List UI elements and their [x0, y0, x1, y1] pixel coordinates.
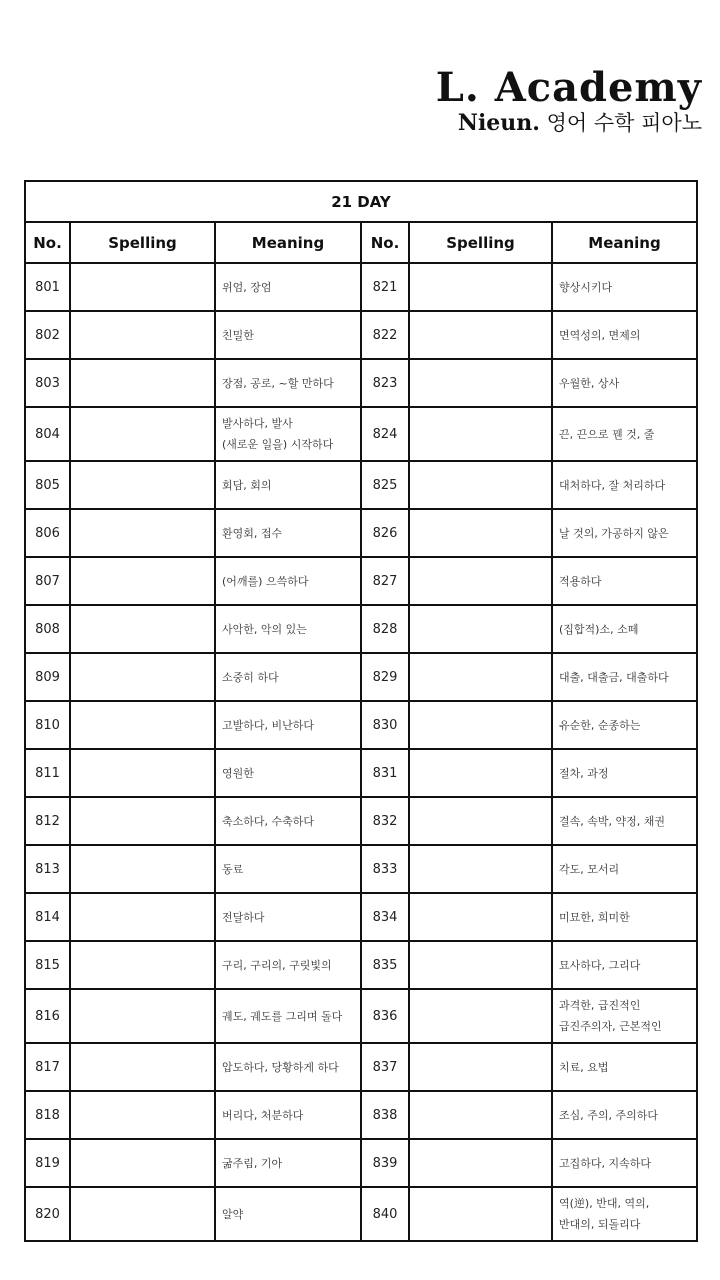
word-number-right: 830 [361, 701, 409, 749]
table-row [25, 845, 697, 893]
header-no-right: No. [361, 222, 409, 263]
spelling-input-left[interactable] [70, 461, 215, 509]
word-meaning-right: 결속, 속박, 약정, 채권 [552, 797, 697, 845]
spelling-input-left[interactable] [70, 1043, 215, 1091]
brand-subtitle-en: Nieun. [457, 110, 540, 136]
spelling-input-left[interactable] [70, 1139, 215, 1187]
spelling-input-right[interactable] [409, 701, 552, 749]
table-row [25, 461, 697, 509]
spelling-input-right[interactable] [409, 605, 552, 653]
brand-subtitle [436, 110, 702, 136]
table-row [25, 701, 697, 749]
spelling-input-right[interactable] [409, 797, 552, 845]
spelling-input-right[interactable] [409, 1187, 552, 1241]
word-number-right: 834 [361, 893, 409, 941]
table-row [25, 1043, 697, 1091]
brand-logo [436, 66, 702, 136]
table-row [25, 1091, 697, 1139]
spelling-input-right[interactable] [409, 557, 552, 605]
word-meaning-right: 조심, 주의, 주의하다 [552, 1091, 697, 1139]
word-meaning-right: 과격한, 급진적인 급진주의자, 근본적인 [552, 989, 697, 1043]
word-meaning-left: 친밀한 [215, 311, 361, 359]
spelling-input-left[interactable] [70, 941, 215, 989]
word-number-right: 836 [361, 989, 409, 1043]
word-number-left: 819 [25, 1139, 70, 1187]
word-number-left: 801 [25, 263, 70, 311]
word-meaning-left: 굶주림, 기아 [215, 1139, 361, 1187]
word-number-right: 837 [361, 1043, 409, 1091]
word-number-right: 821 [361, 263, 409, 311]
word-meaning-left: 위엄, 장엄 [215, 263, 361, 311]
word-meaning-left: 축소하다, 수축하다 [215, 797, 361, 845]
word-meaning-right: 면역성의, 면제의 [552, 311, 697, 359]
word-number-right: 828 [361, 605, 409, 653]
spelling-input-left[interactable] [70, 701, 215, 749]
word-number-left: 820 [25, 1187, 70, 1241]
word-meaning-right: 역(逆), 반대, 역의, 반대의, 되돌리다 [552, 1187, 697, 1241]
word-meaning-left: 구리, 구리의, 구릿빛의 [215, 941, 361, 989]
spelling-input-left[interactable] [70, 653, 215, 701]
spelling-input-right[interactable] [409, 941, 552, 989]
word-number-right: 838 [361, 1091, 409, 1139]
word-meaning-right: 향상시키다 [552, 263, 697, 311]
word-meaning-right: (집합적)소, 소떼 [552, 605, 697, 653]
word-meaning-right: 끈, 끈으로 꿴 것, 줄 [552, 407, 697, 461]
spelling-input-right[interactable] [409, 263, 552, 311]
spelling-input-right[interactable] [409, 989, 552, 1043]
word-meaning-right: 날 것의, 가공하지 않은 [552, 509, 697, 557]
word-number-right: 832 [361, 797, 409, 845]
word-meaning-right: 치료, 요법 [552, 1043, 697, 1091]
spelling-input-right[interactable] [409, 653, 552, 701]
spelling-input-right[interactable] [409, 845, 552, 893]
spelling-input-right[interactable] [409, 461, 552, 509]
word-meaning-right: 미묘한, 희미한 [552, 893, 697, 941]
header-no-left: No. [25, 222, 70, 263]
word-number-left: 803 [25, 359, 70, 407]
word-meaning-left: 영원한 [215, 749, 361, 797]
word-meaning-left: 궤도, 궤도를 그리며 돌다 [215, 989, 361, 1043]
word-number-left: 808 [25, 605, 70, 653]
spelling-input-right[interactable] [409, 749, 552, 797]
vocab-table [24, 180, 698, 1242]
word-number-left: 817 [25, 1043, 70, 1091]
spelling-input-left[interactable] [70, 557, 215, 605]
brand-subtitle-ko: 영어 수학 피아노 [546, 111, 702, 135]
word-number-left: 805 [25, 461, 70, 509]
word-number-right: 839 [361, 1139, 409, 1187]
table-row [25, 941, 697, 989]
word-meaning-left: 전달하다 [215, 893, 361, 941]
spelling-input-right[interactable] [409, 407, 552, 461]
word-number-left: 804 [25, 407, 70, 461]
spelling-input-right[interactable] [409, 311, 552, 359]
word-meaning-right: 유순한, 순종하는 [552, 701, 697, 749]
word-meaning-right: 대처하다, 잘 처리하다 [552, 461, 697, 509]
word-meaning-right: 대출, 대출금, 대출하다 [552, 653, 697, 701]
word-number-left: 816 [25, 989, 70, 1043]
table-row [25, 407, 697, 461]
word-number-right: 835 [361, 941, 409, 989]
word-meaning-left: 발사하다, 발사 (새로운 일을) 시작하다 [215, 407, 361, 461]
spelling-input-right[interactable] [409, 1139, 552, 1187]
word-meaning-right: 고집하다, 지속하다 [552, 1139, 697, 1187]
spelling-input-left[interactable] [70, 509, 215, 557]
spelling-input-left[interactable] [70, 359, 215, 407]
word-meaning-right: 각도, 모서리 [552, 845, 697, 893]
word-number-right: 840 [361, 1187, 409, 1241]
day-title: 21 DAY [25, 181, 697, 222]
table-row [25, 605, 697, 653]
word-meaning-right: 적용하다 [552, 557, 697, 605]
word-number-right: 831 [361, 749, 409, 797]
header-meaning-left: Meaning [215, 222, 361, 263]
header-row [25, 222, 697, 263]
word-number-left: 802 [25, 311, 70, 359]
word-number-left: 812 [25, 797, 70, 845]
table-row [25, 1139, 697, 1187]
table-row [25, 893, 697, 941]
word-meaning-left: 버리다, 처분하다 [215, 1091, 361, 1139]
spelling-input-left[interactable] [70, 605, 215, 653]
word-meaning-left: 알약 [215, 1187, 361, 1241]
table-row [25, 989, 697, 1043]
word-number-left: 810 [25, 701, 70, 749]
word-meaning-left: 동료 [215, 845, 361, 893]
word-meaning-left: 고발하다, 비난하다 [215, 701, 361, 749]
spelling-input-left[interactable] [70, 893, 215, 941]
spelling-input-left[interactable] [70, 407, 215, 461]
word-number-right: 827 [361, 557, 409, 605]
word-meaning-left: (어깨를) 으쓱하다 [215, 557, 361, 605]
word-number-left: 813 [25, 845, 70, 893]
table-row [25, 359, 697, 407]
word-meaning-right: 절차, 과정 [552, 749, 697, 797]
word-meaning-right: 우월한, 상사 [552, 359, 697, 407]
table-row [25, 749, 697, 797]
table-row [25, 509, 697, 557]
spelling-input-right[interactable] [409, 359, 552, 407]
table-row [25, 653, 697, 701]
word-number-left: 815 [25, 941, 70, 989]
spelling-input-right[interactable] [409, 1043, 552, 1091]
brand-title: L. Academy [435, 64, 702, 111]
word-number-left: 809 [25, 653, 70, 701]
spelling-input-right[interactable] [409, 893, 552, 941]
word-number-right: 825 [361, 461, 409, 509]
table-row [25, 1187, 697, 1241]
spelling-input-left[interactable] [70, 311, 215, 359]
spelling-input-left[interactable] [70, 989, 215, 1043]
spelling-input-left[interactable] [70, 263, 215, 311]
word-number-right: 822 [361, 311, 409, 359]
header-meaning-right: Meaning [552, 222, 697, 263]
word-meaning-left: 사악한, 악의 있는 [215, 605, 361, 653]
spelling-input-left[interactable] [70, 749, 215, 797]
spelling-input-right[interactable] [409, 1091, 552, 1139]
header-spelling-left: Spelling [70, 222, 215, 263]
word-number-right: 829 [361, 653, 409, 701]
word-meaning-right: 묘사하다, 그리다 [552, 941, 697, 989]
spelling-input-left[interactable] [70, 1187, 215, 1241]
table-row [25, 311, 697, 359]
spelling-input-left[interactable] [70, 845, 215, 893]
table-row [25, 797, 697, 845]
word-number-right: 833 [361, 845, 409, 893]
word-meaning-left: 압도하다, 당황하게 하다 [215, 1043, 361, 1091]
word-number-left: 814 [25, 893, 70, 941]
word-meaning-left: 장점, 공로, ~할 만하다 [215, 359, 361, 407]
spelling-input-right[interactable] [409, 509, 552, 557]
word-number-left: 807 [25, 557, 70, 605]
word-meaning-left: 소중히 하다 [215, 653, 361, 701]
word-number-right: 826 [361, 509, 409, 557]
table-row [25, 263, 697, 311]
spelling-input-left[interactable] [70, 797, 215, 845]
word-meaning-left: 회담, 회의 [215, 461, 361, 509]
word-number-left: 818 [25, 1091, 70, 1139]
header-spelling-right: Spelling [409, 222, 552, 263]
table-row [25, 557, 697, 605]
word-number-left: 806 [25, 509, 70, 557]
word-number-left: 811 [25, 749, 70, 797]
word-meaning-left: 환영회, 접수 [215, 509, 361, 557]
word-number-right: 823 [361, 359, 409, 407]
word-number-right: 824 [361, 407, 409, 461]
spelling-input-left[interactable] [70, 1091, 215, 1139]
